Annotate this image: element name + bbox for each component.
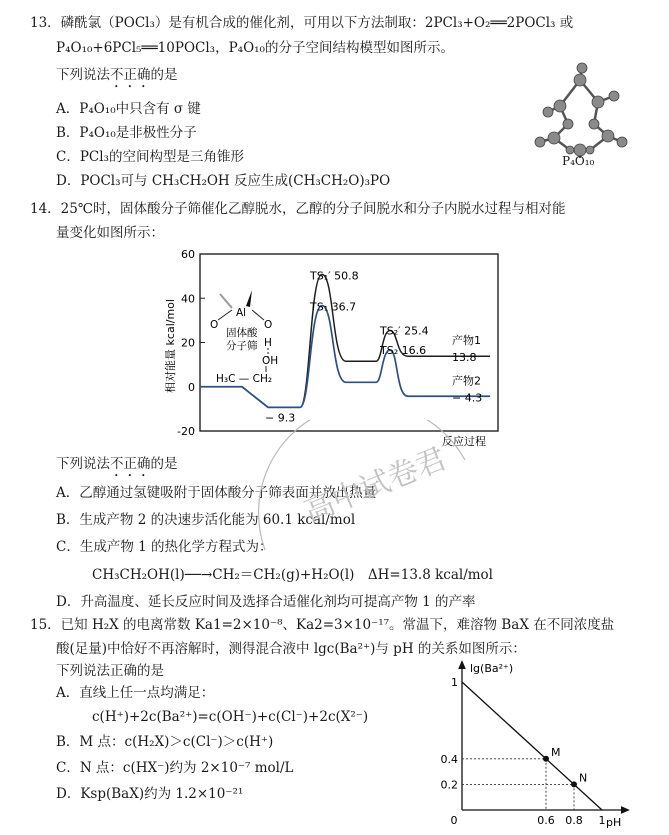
q13-prompt-a: 下列说法 bbox=[56, 67, 110, 83]
ph-xlabel: pH bbox=[606, 816, 622, 829]
ph-xtick-label: 0 bbox=[450, 814, 458, 827]
inset-fenzishai: 分子筛 bbox=[226, 340, 258, 352]
watermark bbox=[235, 420, 495, 580]
energy-xlabel: 反应过程 bbox=[442, 435, 486, 448]
energy-annotation: 产物1 bbox=[452, 334, 481, 348]
ph-point-label: N bbox=[579, 771, 588, 785]
q15-line1: 15．已知 H₂X 的电离常数 Ka1=2×10⁻⁸、Ka2=3×10⁻¹⁷。常温下，难溶物 BaX 在不同浓度盐 bbox=[30, 617, 615, 633]
q15-option-a: A．直线上任一点均满足： bbox=[56, 685, 215, 701]
inset-h: H bbox=[264, 337, 272, 349]
ph-ytick-label: 0.4 bbox=[440, 752, 458, 766]
q14-line1: 14．25℃时，固体酸分子筛催化乙醇脱水，乙醇的分子间脱水和分子内脱水过程与相对能 bbox=[30, 201, 566, 217]
q14-option-c: C．生成产物 1 的热化学方程式为： bbox=[56, 539, 273, 555]
energy-annotation: TS₁′ 50.8 bbox=[310, 269, 359, 283]
q13-option-c: C．PCl₃的空间构型是三角锥形 bbox=[56, 149, 244, 165]
ph-xtick-label: 0.8 bbox=[565, 814, 583, 827]
ph-ytick-label: 0.2 bbox=[440, 778, 458, 792]
q15-line2: 酸(足量)中恰好不再溶解时，测得混合液中 lgc(Ba²⁺)与 pH 的关系如图所示： bbox=[56, 641, 526, 657]
ph-point-N bbox=[571, 781, 577, 787]
inset-oh: OH bbox=[262, 355, 279, 367]
q13-prompt-c: 的是 bbox=[150, 67, 178, 83]
q14-prompt-c: 的是 bbox=[150, 456, 178, 472]
q14-option-b: B．生成产物 2 的决速步活化能为 60.1 kcal/mol bbox=[56, 512, 356, 528]
ph-xtick-label: 1 bbox=[598, 814, 606, 827]
q13-prompt bbox=[56, 66, 178, 91]
q14-line2: 量变化如图所示： bbox=[56, 225, 164, 241]
energy-ytick-label: -20 bbox=[177, 425, 195, 438]
q15-option-a-eq: c(H⁺)+2c(Ba²⁺)=c(OH⁻)+c(Cl⁻)+2c(X²⁻) bbox=[92, 709, 369, 725]
inset-al: Al bbox=[236, 307, 247, 319]
inset-o-left: O bbox=[210, 319, 219, 331]
q15-option-c: C．N 点：c(HX⁻)约为 2×10⁻⁷ mol/L bbox=[56, 760, 294, 776]
q14-prompt-a: 下列说法 bbox=[56, 456, 110, 472]
lgba-ph-chart bbox=[440, 660, 630, 832]
watermark-text: 高中试卷君 bbox=[299, 441, 452, 530]
energy-ylabel: 相对能量 kcal/mol bbox=[164, 299, 177, 393]
q14-equation: CH₃CH₂OH(l)──→CH₂＝CH₂(g)+H₂O(l) ΔH=13.8 kcal/mol bbox=[92, 567, 493, 583]
q13-option-d: D．POCl₃可与 CH₃CH₂OH 反应生成(CH₃CH₂O)₃PO bbox=[56, 173, 391, 189]
energy-annotation: TS₂′ 25.4 bbox=[380, 324, 429, 338]
energy-inset bbox=[210, 290, 278, 385]
q14-prompt bbox=[56, 455, 178, 480]
q14-option-a: A．乙醇通过氢键吸附于固体酸分子筛表面并放出热量 bbox=[56, 485, 377, 501]
ph-point-label: M bbox=[551, 745, 561, 759]
energy-annotation: − 4.3 bbox=[452, 391, 483, 405]
energy-ytick-label: 40 bbox=[181, 292, 195, 306]
ph-xtick-label: 0.6 bbox=[537, 814, 555, 827]
ph-point-M bbox=[543, 756, 549, 762]
energy-ytick-label: 20 bbox=[181, 336, 195, 350]
q13-option-b: B．P₄O₁₀是非极性分子 bbox=[56, 125, 197, 141]
inset-o-right: O bbox=[264, 319, 273, 331]
q13-line1: 13．磷酰氯（POCl₃）是有机合成的催化剂，可用以下方法制取：2PCl₃+O₂══2POCl₃ 或 bbox=[30, 15, 574, 31]
q13-line2: P₄O₁₀+6PCl₅══10POCl₃，P₄O₁₀的分子空间结构模型如图所示。 bbox=[56, 40, 454, 56]
p4o10-label: P₄O₁₀ bbox=[562, 154, 595, 168]
energy-ytick-label: 60 bbox=[181, 248, 195, 261]
inset-gutisuan: 固体酸 bbox=[226, 327, 258, 339]
energy-annotation: 13.8 bbox=[452, 351, 477, 365]
ph-ylabel: lg(Ba²⁺) bbox=[470, 662, 514, 675]
q13-prompt-emph: 不正确 bbox=[110, 67, 151, 83]
q15-option-d: D．Ksp(BaX)约为 1.2×10⁻²¹ bbox=[56, 786, 244, 802]
q14-prompt-emph: 不正确 bbox=[110, 456, 151, 472]
q13-option-a: A．P₄O₁₀中只含有 σ 键 bbox=[56, 101, 201, 117]
q15-prompt: 下列说法正确的是 bbox=[56, 663, 164, 679]
energy-annotation: TS₁ 36.7 bbox=[310, 300, 357, 314]
energy-annotation: 产物2 bbox=[452, 374, 481, 388]
energy-annotation: − 9.3 bbox=[265, 411, 296, 425]
energy-ytick-label: 0 bbox=[188, 380, 195, 394]
ph-ytick-label: 1 bbox=[451, 676, 458, 689]
inset-ethanol: H₃C — CH₂ bbox=[216, 373, 273, 385]
q14-option-d: D．升高温度、延长反应时间及选择合适催化剂均可提高产物 1 的产率 bbox=[56, 594, 476, 610]
q15-option-b: B．M 点：c(H₂X)＞c(Cl⁻)＞c(H⁺) bbox=[56, 734, 274, 750]
ph-line bbox=[462, 682, 602, 810]
energy-annotation: TS₂ 16.6 bbox=[380, 344, 427, 358]
